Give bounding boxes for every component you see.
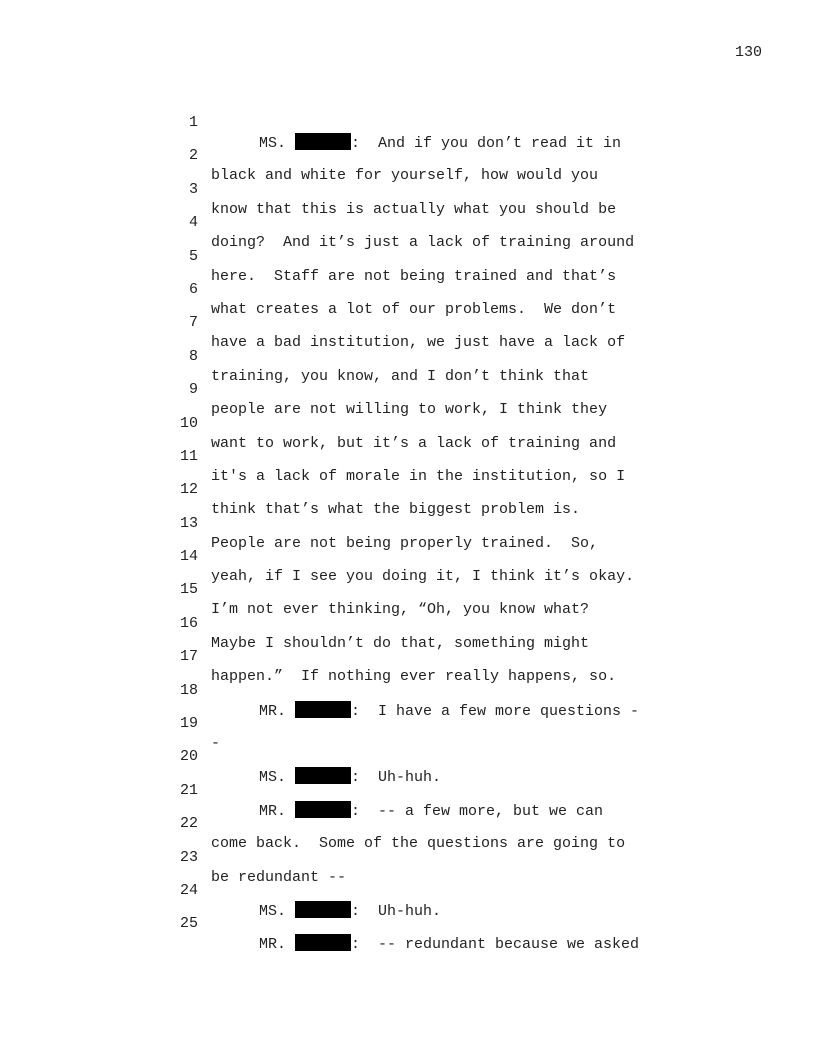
line-number: 12: [179, 481, 198, 499]
speaker-label: MR.: [259, 702, 287, 720]
transcript-line: [170, 260, 790, 318]
transcript-line: [170, 594, 790, 652]
transcript-line: [170, 727, 790, 787]
speech-text: : -- a few more, but we can: [351, 802, 604, 820]
transcript-line: [170, 894, 790, 954]
speech-text: : Uh-huh.: [351, 769, 442, 787]
line-text: black and white for yourself, how would you: [211, 167, 599, 185]
transcript-line: [170, 560, 790, 619]
line-number: 1: [188, 114, 198, 131]
line-text: happen.” If nothing ever really happens, so.: [211, 668, 617, 686]
line-number: 8: [188, 347, 198, 365]
line-text: I’m not ever thinking, “Oh, you know what?: [211, 601, 590, 619]
speaker-label: MS.: [259, 135, 287, 152]
line-text: people are not willing to work, I think they: [211, 401, 608, 419]
line-number: 17: [179, 648, 198, 666]
line-number: 2: [188, 147, 198, 165]
line-text: think that’s what the biggest problem is.: [211, 501, 581, 519]
line-number: 18: [179, 681, 198, 699]
speech-text: : And if you don’t read it in: [351, 135, 622, 152]
line-text: know that this is actually what you should be: [211, 200, 617, 218]
line-number: 5: [188, 247, 198, 265]
speaker-label: MR.: [259, 802, 287, 820]
line-text: yeah, if I see you doing it, I think it’s okay.: [211, 568, 635, 586]
line-text: it's a lack of morale in the institution, so I: [211, 467, 626, 485]
line-text: training, you know, and I don’t think that: [211, 367, 590, 385]
speech-text: : Uh-huh.: [351, 902, 442, 920]
transcript-line: [170, 661, 790, 720]
line-text: come back. Some of the questions are going to: [211, 835, 626, 853]
transcript-line: [170, 527, 790, 586]
line-number: 13: [179, 514, 198, 532]
line-text: -: [211, 735, 221, 753]
line-text: [259, 934, 639, 955]
speech-text: : I have a few more questions -: [351, 702, 640, 720]
transcript-line: [170, 360, 790, 419]
transcript-line: [170, 160, 790, 218]
redaction-block: [295, 934, 351, 951]
line-text: doing? And it’s just a lack of training around: [211, 234, 635, 252]
transcript-line: [170, 427, 790, 485]
transcript-line: [170, 394, 790, 452]
line-number: 10: [179, 414, 198, 432]
transcript-line: [170, 93, 790, 152]
line-text: here. Staff are not being trained and that’s: [211, 267, 617, 285]
page-number: 130: [734, 44, 762, 61]
line-number: 25: [179, 915, 198, 933]
line-text: People are not being properly trained. So,: [211, 534, 599, 552]
line-number: 24: [179, 881, 198, 899]
transcript-line: [170, 694, 790, 753]
line-number: 11: [179, 447, 198, 465]
transcript-line: [170, 861, 790, 920]
line-number: 20: [179, 748, 198, 766]
speaker-label: MS.: [259, 769, 287, 787]
line-number: 22: [179, 815, 198, 833]
line-number: 4: [188, 214, 198, 232]
line-number: 16: [179, 614, 198, 632]
transcript-line: [170, 828, 790, 886]
line-number: 15: [179, 581, 198, 599]
line-number: 19: [179, 715, 198, 733]
speaker-label: MR.: [259, 936, 287, 954]
line-number: 6: [188, 280, 198, 298]
transcript-line: [170, 460, 790, 519]
transcript-line: [170, 126, 790, 185]
transcript-line: [170, 794, 790, 853]
line-number: 23: [179, 848, 198, 866]
line-number: 9: [188, 381, 198, 399]
line-text: have a bad institution, we just have a lack of: [211, 334, 626, 352]
speech-text: : -- redundant because we asked: [351, 936, 640, 954]
line-number: 3: [188, 180, 198, 198]
line-number: 14: [179, 548, 198, 566]
transcript-line: [170, 761, 790, 820]
line-text: want to work, but it’s a lack of training and: [211, 434, 617, 452]
line-text: be redundant --: [211, 868, 347, 886]
transcript-line: [170, 293, 790, 352]
line-number: 21: [179, 781, 198, 799]
speaker-label: MS.: [259, 902, 287, 920]
line-text: what creates a lot of our problems. We don’t: [211, 300, 617, 318]
transcript-line: [170, 627, 790, 686]
transcript-body: [170, 93, 790, 954]
transcript-line: [170, 227, 790, 285]
transcript-line: [170, 193, 790, 252]
line-number: 7: [188, 314, 198, 332]
transcript-line: [170, 494, 790, 552]
transcript-line: [170, 327, 790, 385]
line-text: Maybe I shouldn’t do that, something might: [211, 634, 590, 652]
